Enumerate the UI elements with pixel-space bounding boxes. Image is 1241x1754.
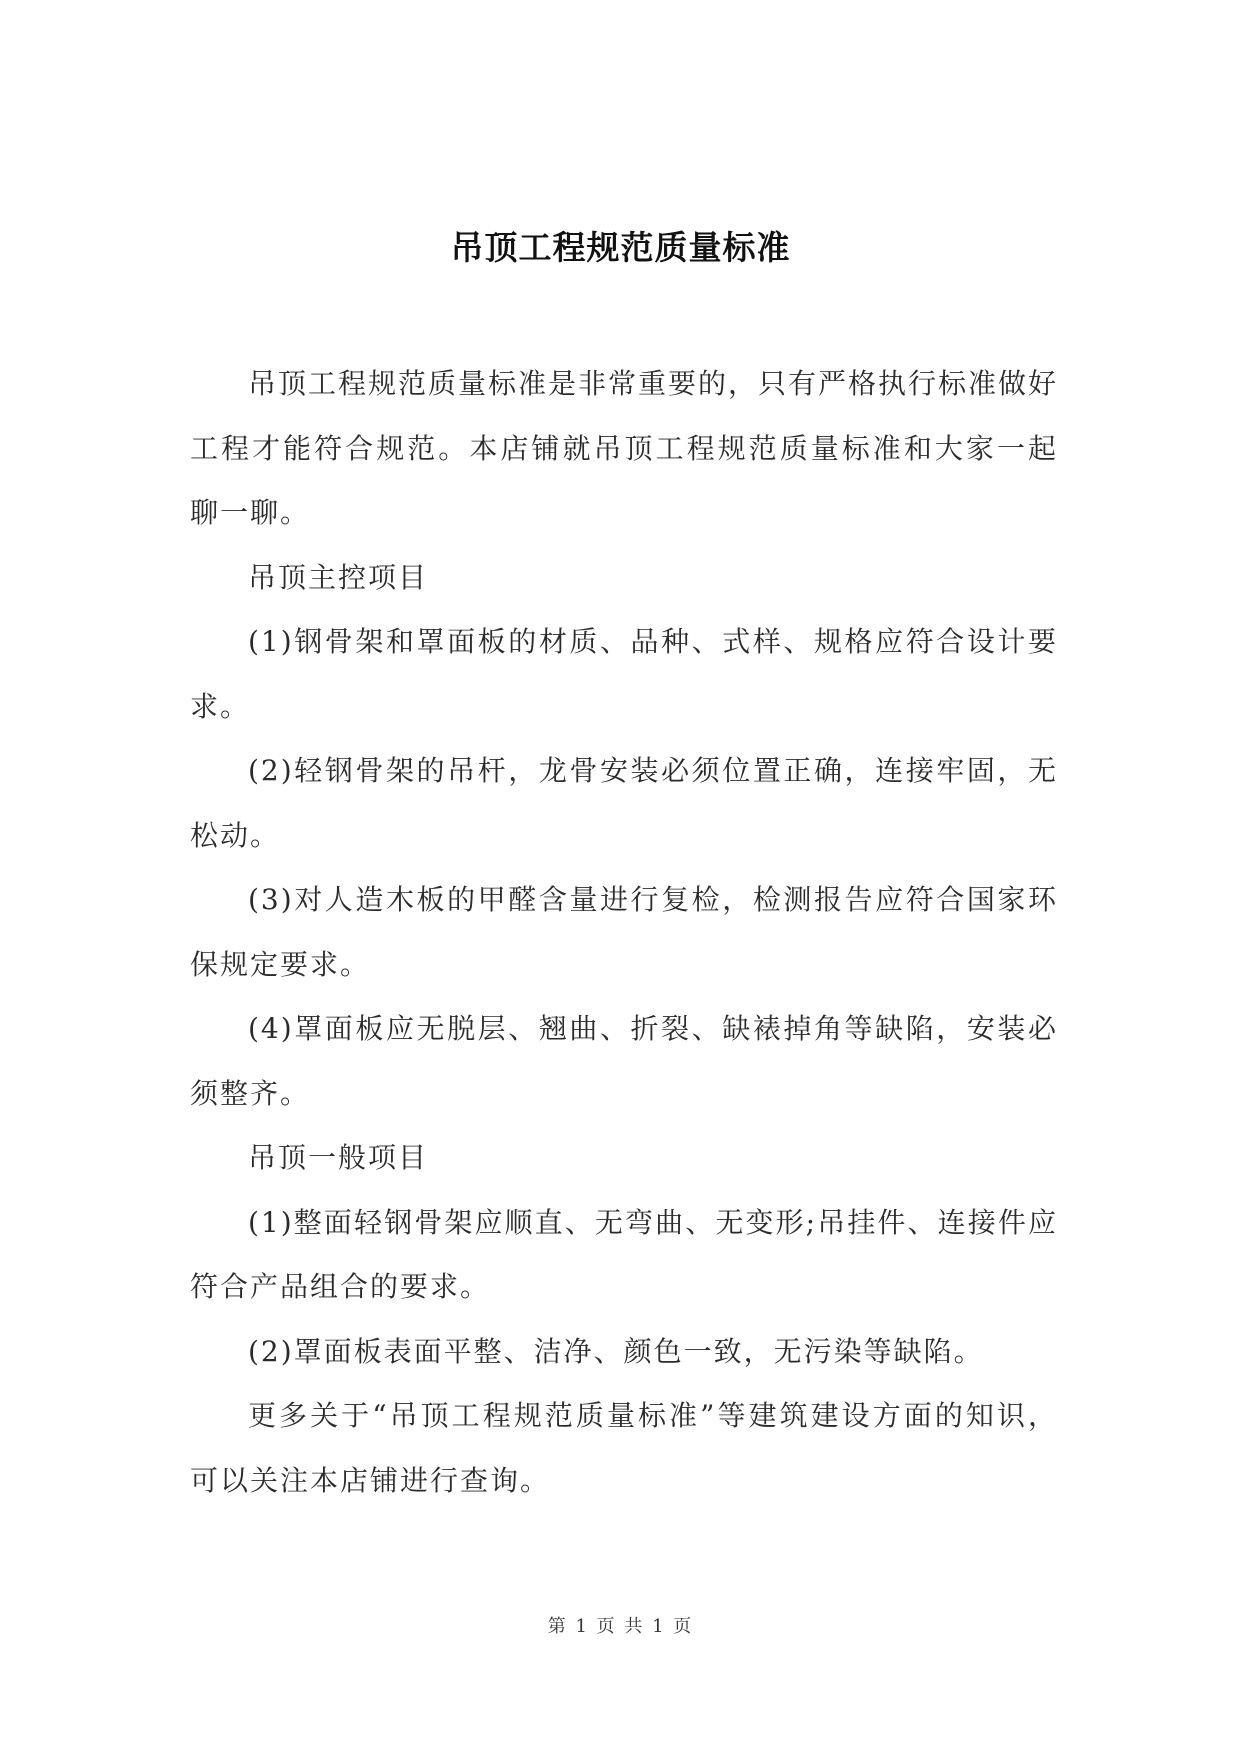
list-item: (4)罩面板应无脱层、翘曲、折裂、缺裱掉角等缺陷，安装必须整齐。	[190, 1012, 1058, 1110]
list-item: (2)轻钢骨架的吊杆，龙骨安装必须位置正确，连接牢固，无松动。	[190, 754, 1058, 852]
list-item: (1)整面轻钢骨架应顺直、无弯曲、无变形;吊挂件、连接件应符合产品组合的要求。	[190, 1205, 1058, 1303]
page-footer: 第 1 页 共 1 页	[547, 1616, 694, 1637]
section-heading-general-items: 吊顶一般项目	[248, 1141, 429, 1174]
list-item: (2)罩面板表面平整、洁净、颜色一致，无污染等缺陷。	[248, 1334, 984, 1368]
paragraph-closing: 更多关于“吊顶工程规范质量标准”等建筑建设方面的知识，可以关注本店铺进行查询。	[190, 1399, 1058, 1497]
list-item: (3)对人造木板的甲醛含量进行复检，检测报告应符合国家环保规定要求。	[190, 883, 1058, 981]
section-heading-main-items: 吊顶主控项目	[248, 560, 429, 594]
paragraph-intro: 吊顶工程规范质量标准是非常重要的，只有严格执行标准做好工程才能符合规范。本店铺就吊顶工程规范质量标准和大家一起聊一聊。	[190, 367, 1059, 529]
document-title: 吊顶工程规范质量标准	[450, 228, 791, 267]
list-item: (1)钢骨架和罩面板的材质、品种、式样、规格应符合设计要求。	[190, 625, 1058, 723]
document-body	[190, 352, 1058, 1513]
